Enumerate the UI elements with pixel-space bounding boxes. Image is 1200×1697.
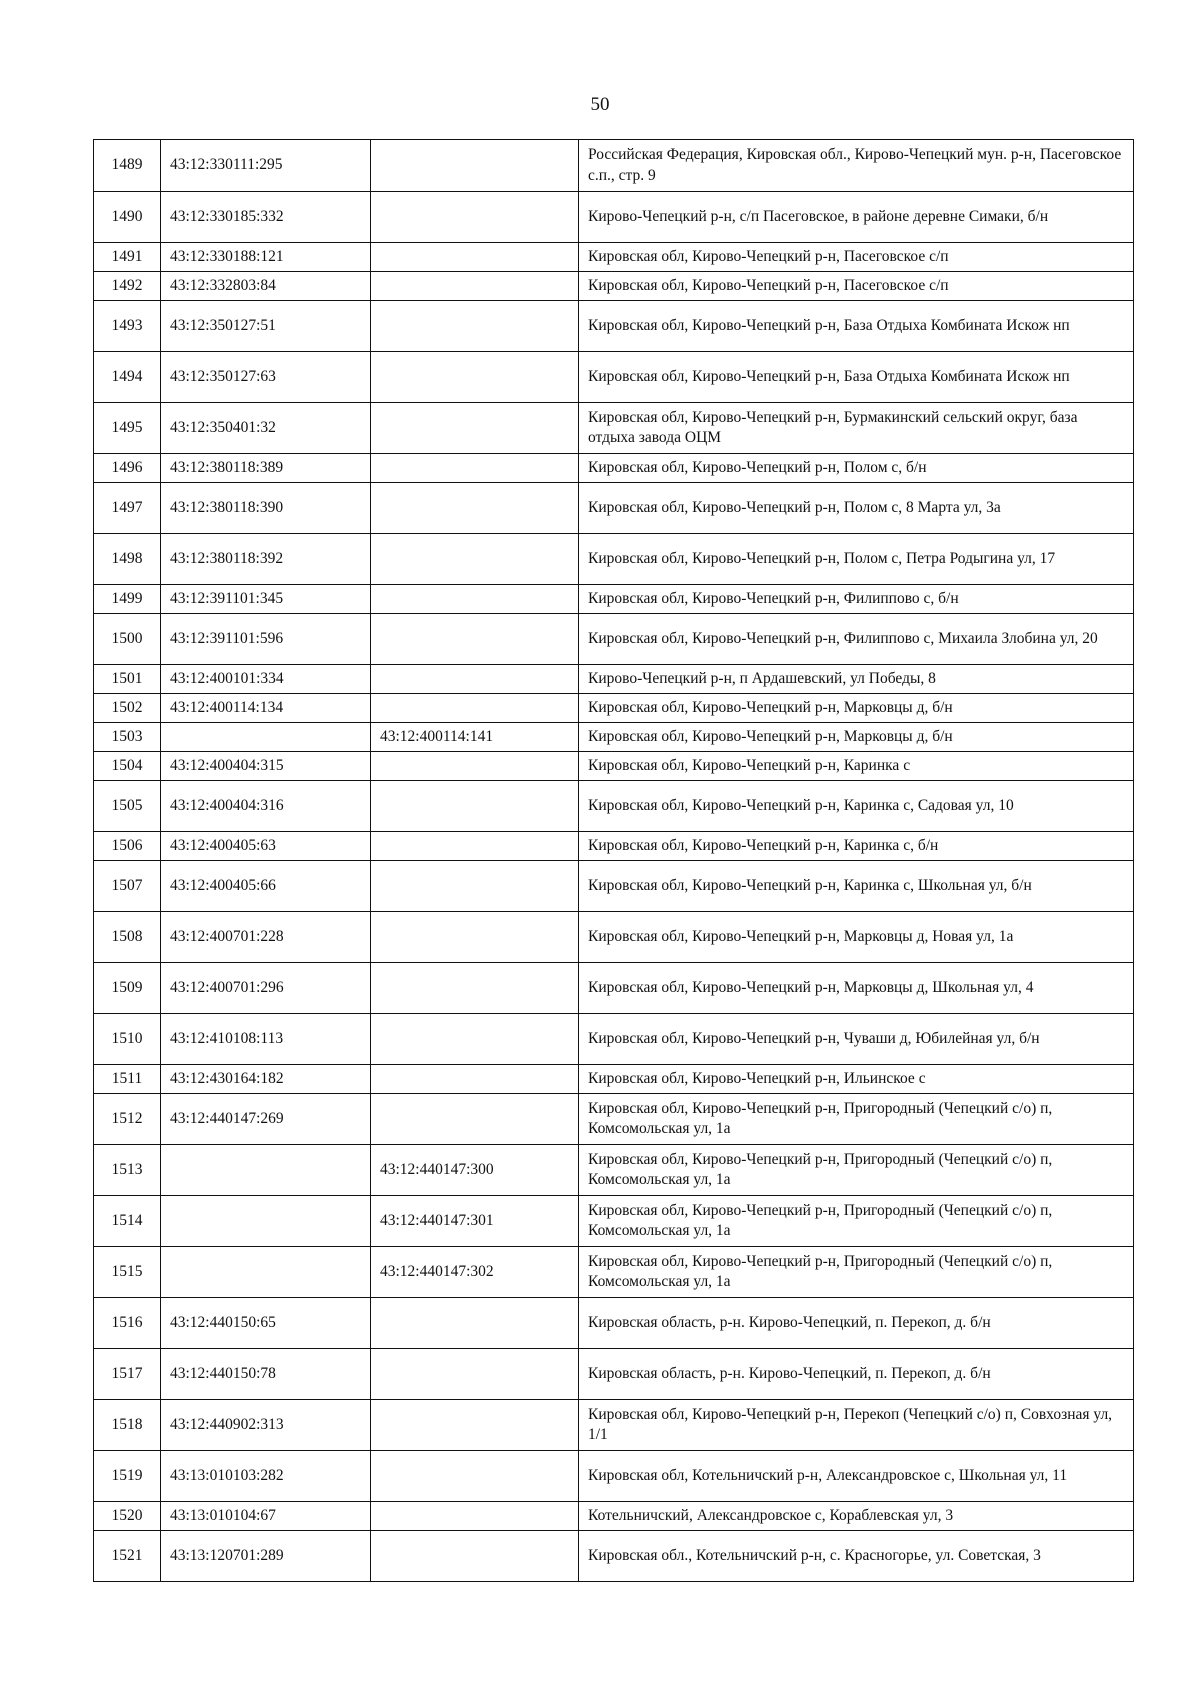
address-cell: Кирово-Чепецкий р-н, с/п Пасеговское, в районе деревне Симаки, б/н [579,192,1134,243]
address-cell: Кировская обл, Кирово-Чепецкий р-н, Марковцы д, Новая ул, 1а [579,912,1134,963]
cadastral-number-alt-cell [371,585,579,614]
cadastral-number-cell: 43:12:440150:65 [161,1298,371,1349]
row-number-cell: 1514 [94,1196,161,1247]
cadastral-number-alt-cell [371,1065,579,1094]
table-row [94,483,1134,534]
table-row [94,1349,1134,1400]
row-number-cell: 1502 [94,694,161,723]
address-cell: Кировская обл, Кирово-Чепецкий р-н, Марковцы д, б/н [579,694,1134,723]
row-number-cell: 1503 [94,723,161,752]
registry-body [94,140,1134,1582]
cadastral-number-alt-cell [371,912,579,963]
cadastral-number-cell: 43:12:400404:316 [161,781,371,832]
address-cell: Кировская обл, Кирово-Чепецкий р-н, Каринка с [579,752,1134,781]
row-number-cell: 1511 [94,1065,161,1094]
cadastral-number-alt-cell [371,1400,579,1451]
registry-table [93,139,1134,1582]
address-cell: Кировская обл, Кирово-Чепецкий р-н, Бурмакинский сельский округ, база отдыха завода ОЦМ [579,403,1134,454]
cadastral-number-cell: 43:12:380118:392 [161,534,371,585]
cadastral-number-alt-cell [371,534,579,585]
row-number-cell: 1493 [94,301,161,352]
row-number-cell: 1515 [94,1247,161,1298]
address-cell: Кировская обл, Кирово-Чепецкий р-н, Полом с, б/н [579,454,1134,483]
row-number-cell: 1510 [94,1014,161,1065]
table-row [94,1145,1134,1196]
row-number-cell: 1495 [94,403,161,454]
cadastral-number-alt-cell [371,665,579,694]
cadastral-number-cell: 43:12:391101:596 [161,614,371,665]
cadastral-number-cell [161,1247,371,1298]
row-number-cell: 1506 [94,832,161,861]
table-row [94,140,1134,192]
row-number-cell: 1499 [94,585,161,614]
cadastral-number-cell: 43:12:430164:182 [161,1065,371,1094]
row-number-cell: 1492 [94,272,161,301]
table-row [94,1531,1134,1582]
address-cell: Кировская обл, Кирово-Чепецкий р-н, Марковцы д, б/н [579,723,1134,752]
cadastral-number-alt-cell [371,614,579,665]
row-number-cell: 1498 [94,534,161,585]
row-number-cell: 1520 [94,1502,161,1531]
cadastral-number-alt-cell [371,403,579,454]
cadastral-number-cell: 43:12:400701:228 [161,912,371,963]
table-row [94,861,1134,912]
row-number-cell: 1501 [94,665,161,694]
row-number-cell: 1507 [94,861,161,912]
row-number-cell: 1489 [94,140,161,192]
address-cell: Кировская обл, Кирово-Чепецкий р-н, Пригородный (Чепецкий с/о) п, Комсомольская ул, 1а [579,1145,1134,1196]
page-number: 50 [590,94,610,115]
cadastral-number-alt-cell: 43:12:400114:141 [371,723,579,752]
address-cell: Кировская обл, Кирово-Чепецкий р-н, Пасеговское с/п [579,272,1134,301]
address-cell: Кировская обл, Котельничский р-н, Александровское с, Школьная ул, 11 [579,1451,1134,1502]
cadastral-number-alt-cell: 43:12:440147:300 [371,1145,579,1196]
table-row [94,1094,1134,1145]
cadastral-number-alt-cell [371,1531,579,1582]
cadastral-number-cell: 43:12:440902:313 [161,1400,371,1451]
table-row [94,1196,1134,1247]
row-number-cell: 1491 [94,243,161,272]
cadastral-number-alt-cell [371,352,579,403]
cadastral-number-alt-cell [371,243,579,272]
cadastral-number-cell: 43:12:400114:134 [161,694,371,723]
cadastral-number-cell: 43:12:400404:315 [161,752,371,781]
cadastral-number-cell: 43:12:400405:66 [161,861,371,912]
address-cell: Кировская обл, Кирово-Чепецкий р-н, Перекоп (Чепецкий с/о) п, Совхозная ул, 1/1 [579,1400,1134,1451]
row-number-cell: 1509 [94,963,161,1014]
cadastral-number-cell: 43:13:010104:67 [161,1502,371,1531]
cadastral-number-cell: 43:12:391101:345 [161,585,371,614]
table-row [94,243,1134,272]
address-cell: Кировская область, р-н. Кирово-Чепецкий, п. Перекоп, д. б/н [579,1298,1134,1349]
table-row [94,352,1134,403]
cadastral-number-cell [161,1145,371,1196]
table-row [94,1247,1134,1298]
address-cell: Кирово-Чепецкий р-н, п Ардашевский, ул Победы, 8 [579,665,1134,694]
cadastral-number-alt-cell [371,454,579,483]
cadastral-number-cell: 43:13:120701:289 [161,1531,371,1582]
cadastral-number-alt-cell [371,272,579,301]
address-cell: Кировская обл, Кирово-Чепецкий р-н, Пригородный (Чепецкий с/о) п, Комсомольская ул, 1а [579,1247,1134,1298]
cadastral-number-cell: 43:12:330185:332 [161,192,371,243]
address-cell: Российская Федерация, Кировская обл., Кирово-Чепецкий мун. р-н, Пасеговское с.п., стр. 9 [579,140,1134,192]
cadastral-number-alt-cell: 43:12:440147:301 [371,1196,579,1247]
cadastral-number-cell: 43:12:330188:121 [161,243,371,272]
table-row [94,585,1134,614]
cadastral-number-alt-cell [371,832,579,861]
address-cell: Кировская обл, Кирово-Чепецкий р-н, Каринка с, Школьная ул, б/н [579,861,1134,912]
cadastral-number-cell [161,1196,371,1247]
table-row [94,403,1134,454]
cadastral-number-cell: 43:13:010103:282 [161,1451,371,1502]
row-number-cell: 1490 [94,192,161,243]
table-row [94,614,1134,665]
table-row [94,963,1134,1014]
cadastral-number-cell: 43:12:440150:78 [161,1349,371,1400]
table-row [94,1451,1134,1502]
cadastral-number-cell [161,723,371,752]
cadastral-number-cell: 43:12:440147:269 [161,1094,371,1145]
row-number-cell: 1521 [94,1531,161,1582]
cadastral-number-cell: 43:12:380118:389 [161,454,371,483]
row-number-cell: 1497 [94,483,161,534]
table-row [94,301,1134,352]
table-row [94,723,1134,752]
row-number-cell: 1512 [94,1094,161,1145]
row-number-cell: 1513 [94,1145,161,1196]
cadastral-number-alt-cell: 43:12:440147:302 [371,1247,579,1298]
address-cell: Кировская обл, Кирово-Чепецкий р-н, Филиппово с, Михаила Злобина ул, 20 [579,614,1134,665]
cadastral-number-alt-cell [371,752,579,781]
address-cell: Кировская обл, Кирово-Чепецкий р-н, Полом с, Петра Родыгина ул, 17 [579,534,1134,585]
cadastral-number-cell: 43:12:400405:63 [161,832,371,861]
cadastral-number-alt-cell [371,1298,579,1349]
table-row [94,781,1134,832]
table-row [94,1502,1134,1531]
address-cell: Кировская обл, Кирово-Чепецкий р-н, Марковцы д, Школьная ул, 4 [579,963,1134,1014]
cadastral-number-alt-cell [371,963,579,1014]
address-cell: Кировская обл, Кирово-Чепецкий р-н, Каринка с, б/н [579,832,1134,861]
cadastral-number-alt-cell [371,861,579,912]
address-cell: Кировская обл, Кирово-Чепецкий р-н, База Отдыха Комбината Искож нп [579,301,1134,352]
address-cell: Котельничский, Александровское с, Кораблевская ул, 3 [579,1502,1134,1531]
row-number-cell: 1508 [94,912,161,963]
cadastral-number-alt-cell [371,301,579,352]
cadastral-number-cell: 43:12:350401:32 [161,403,371,454]
row-number-cell: 1504 [94,752,161,781]
table-row [94,454,1134,483]
address-cell: Кировская обл, Кирово-Чепецкий р-н, Пригородный (Чепецкий с/о) п, Комсомольская ул, 1а [579,1196,1134,1247]
cadastral-number-alt-cell [371,1014,579,1065]
cadastral-number-cell: 43:12:410108:113 [161,1014,371,1065]
row-number-cell: 1505 [94,781,161,832]
address-cell: Кировская обл, Кирово-Чепецкий р-н, База Отдыха Комбината Искож нп [579,352,1134,403]
cadastral-number-alt-cell [371,1349,579,1400]
row-number-cell: 1496 [94,454,161,483]
cadastral-number-cell: 43:12:400101:334 [161,665,371,694]
address-cell: Кировская обл, Кирово-Чепецкий р-н, Чуваши д, Юбилейная ул, б/н [579,1014,1134,1065]
cadastral-number-cell: 43:12:350127:63 [161,352,371,403]
table-row [94,192,1134,243]
table-row [94,752,1134,781]
address-cell: Кировская обл, Кирово-Чепецкий р-н, Ильинское с [579,1065,1134,1094]
cadastral-number-alt-cell [371,781,579,832]
cadastral-number-cell: 43:12:380118:390 [161,483,371,534]
table-row [94,1065,1134,1094]
row-number-cell: 1519 [94,1451,161,1502]
row-number-cell: 1494 [94,352,161,403]
cadastral-number-cell: 43:12:330111:295 [161,140,371,192]
address-cell: Кировская обл, Кирово-Чепецкий р-н, Каринка с, Садовая ул, 10 [579,781,1134,832]
address-cell: Кировская обл, Кирово-Чепецкий р-н, Пасеговское с/п [579,243,1134,272]
cadastral-number-alt-cell [371,694,579,723]
cadastral-number-alt-cell [371,192,579,243]
table-row [94,534,1134,585]
address-cell: Кировская область, р-н. Кирово-Чепецкий, п. Перекоп, д. б/н [579,1349,1134,1400]
row-number-cell: 1518 [94,1400,161,1451]
table-row [94,665,1134,694]
table-row [94,832,1134,861]
cadastral-number-alt-cell [371,1094,579,1145]
address-cell: Кировская обл, Кирово-Чепецкий р-н, Пригородный (Чепецкий с/о) п, Комсомольская ул, 1а [579,1094,1134,1145]
row-number-cell: 1517 [94,1349,161,1400]
table-row [94,1400,1134,1451]
cadastral-number-alt-cell [371,483,579,534]
cadastral-number-alt-cell [371,140,579,192]
address-cell: Кировская обл, Кирово-Чепецкий р-н, Филиппово с, б/н [579,585,1134,614]
cadastral-number-alt-cell [371,1451,579,1502]
cadastral-number-cell: 43:12:350127:51 [161,301,371,352]
table-row [94,1014,1134,1065]
cadastral-number-alt-cell [371,1502,579,1531]
table-row [94,912,1134,963]
address-cell: Кировская обл., Котельничский р-н, с. Красногорье, ул. Советская, 3 [579,1531,1134,1582]
table-row [94,272,1134,301]
row-number-cell: 1516 [94,1298,161,1349]
address-cell: Кировская обл, Кирово-Чепецкий р-н, Полом с, 8 Марта ул, 3а [579,483,1134,534]
table-row [94,694,1134,723]
row-number-cell: 1500 [94,614,161,665]
cadastral-number-cell: 43:12:400701:296 [161,963,371,1014]
cadastral-number-cell: 43:12:332803:84 [161,272,371,301]
table-row [94,1298,1134,1349]
